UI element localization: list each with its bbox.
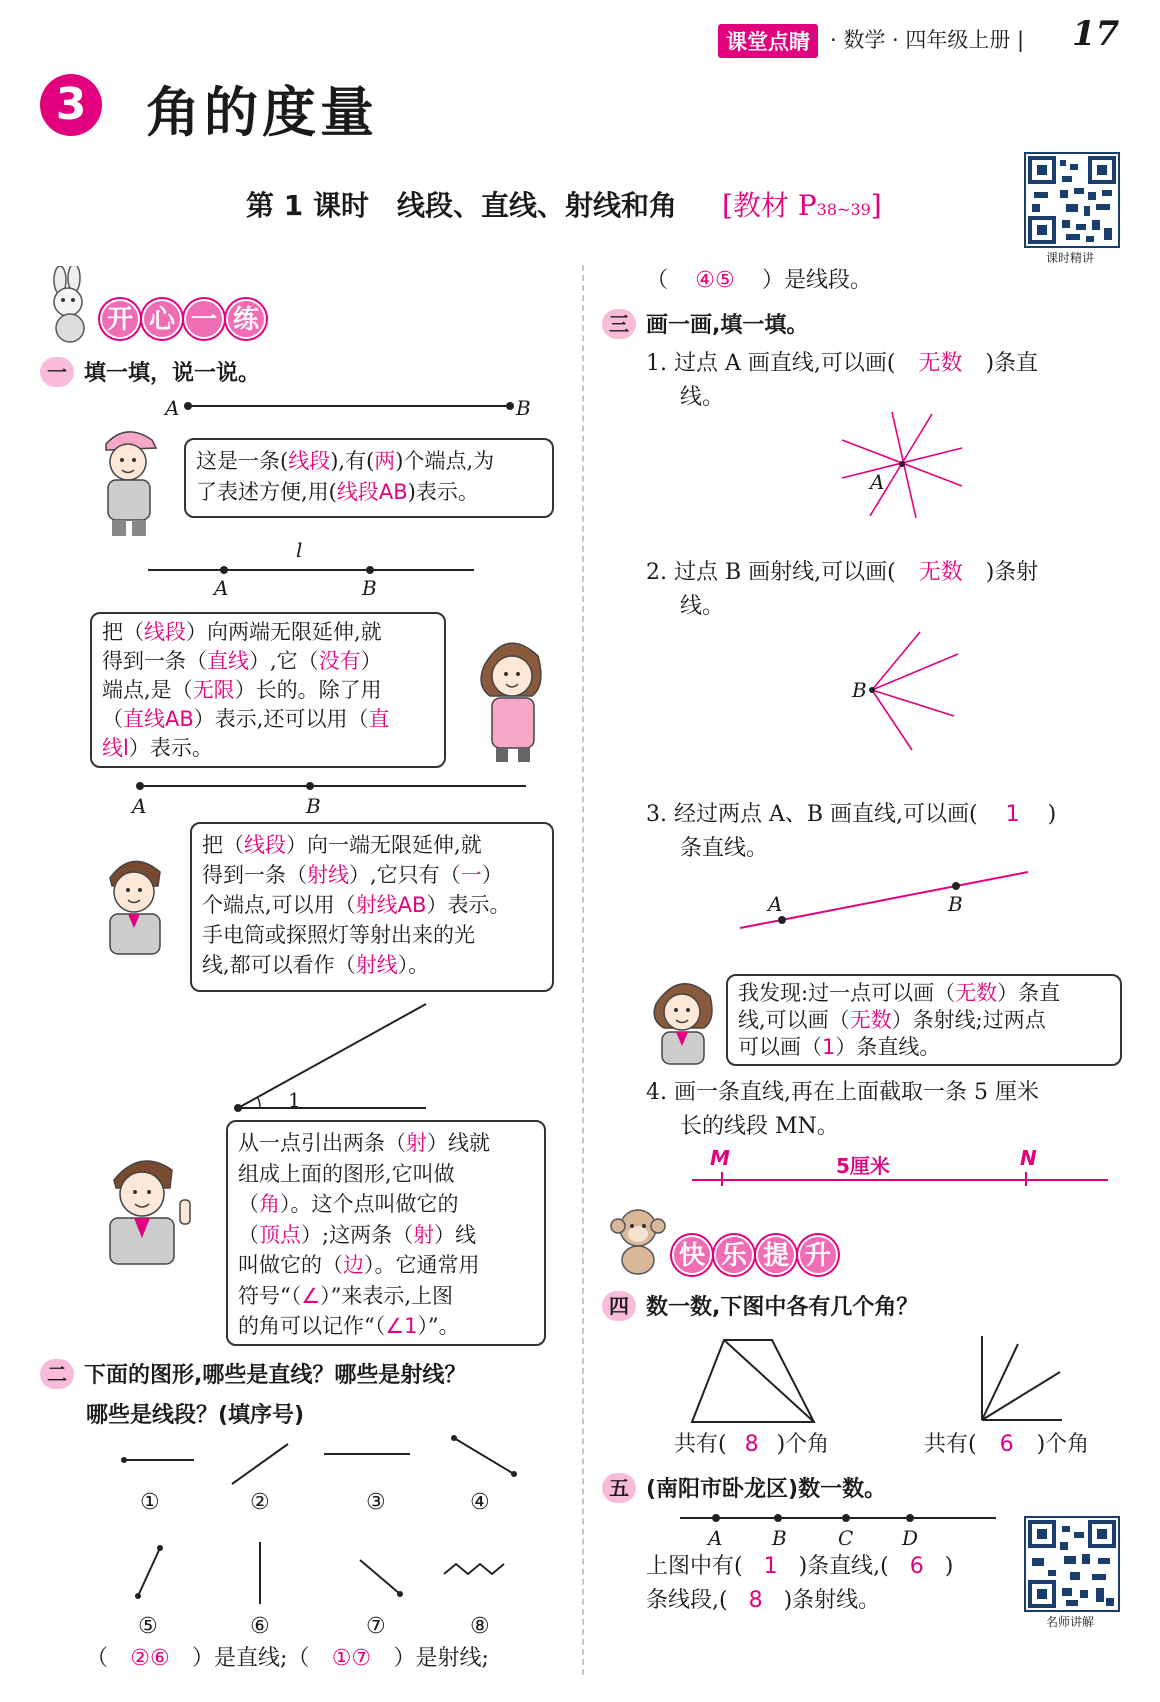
answer-segment: 线段: [288, 449, 331, 473]
practice-banner: [100, 296, 268, 342]
figure-number: ⑥: [250, 1614, 270, 1639]
question-badge: 四: [602, 1291, 636, 1321]
question-text: 数一数,下图中各有几个角？: [646, 1295, 919, 1320]
brand-tag: 课堂点睛: [718, 24, 818, 58]
question-4-heading: [602, 1290, 918, 1321]
question-text: 画一画,填一填。: [646, 313, 809, 338]
question-badge: 五: [602, 1473, 636, 1503]
page-number: 17: [1072, 14, 1120, 54]
boy-with-cap-illustration: [86, 418, 176, 538]
segment-figure: [160, 394, 540, 424]
question-text-line2: 哪些是线段？(填序号): [86, 1403, 305, 1428]
angle-figure: [230, 1000, 440, 1118]
point-label: B: [948, 892, 963, 916]
q2-figures: [110, 1430, 550, 1610]
question-2-heading: [40, 1358, 466, 1389]
lesson-title: 第 1 课时 线段、直线、射线和角: [246, 189, 677, 222]
q4-count-1: 共有( 8 )个角: [674, 1432, 830, 1457]
figure-number: ⑤: [138, 1614, 158, 1639]
banner-char: 乐: [714, 1235, 754, 1275]
figure-number: ③: [366, 1490, 386, 1515]
figure-number: ⑧: [470, 1614, 490, 1639]
point-label-m: M: [710, 1146, 730, 1170]
point-label: A: [768, 892, 783, 916]
q3-part2: 2. 过点 B 画射线,可以画( 无数 )条射 线。: [646, 560, 1039, 619]
point-label: C: [838, 1526, 854, 1550]
question-text: 下面的图形,哪些是直线？哪些是射线？: [84, 1363, 467, 1388]
line-figure: [148, 560, 478, 580]
banner-char: 快: [672, 1235, 712, 1275]
unit-number-badge: 3: [40, 74, 102, 136]
question-5-heading: [602, 1472, 886, 1503]
angle-label: 1: [288, 1088, 301, 1112]
question-1-heading: [40, 356, 260, 387]
answer-segments: ④⑤: [695, 268, 735, 293]
point-label: A: [132, 794, 147, 818]
q2-answer-segments: （ ④⑤ ）是线段。: [646, 264, 872, 298]
qr-pattern-icon: [1026, 1518, 1118, 1610]
speech-bubble-ray: 把（线段）向一端无限延伸,就 得到一条（射线）,它只有（一） 个端点,可以用（射线AB）表示。 手电筒或探照灯等射出来的光 线,都可以看作（射线）。: [190, 822, 554, 992]
point-label: A: [165, 396, 180, 420]
question-3-heading: [602, 308, 808, 339]
rays-angle-figure: [976, 1334, 1066, 1426]
length-label: 5厘米: [836, 1154, 890, 1178]
unit-title: 角的度量: [146, 81, 378, 144]
question-badge: 三: [602, 309, 636, 339]
boy-illustration: [88, 842, 184, 962]
qr-code-top[interactable]: [1024, 152, 1120, 248]
segment-mn-figure: [690, 1164, 1110, 1194]
header-subtitle: · 数学 · 四年级上册 |: [830, 28, 1025, 52]
qr-bottom-caption: 名师讲解: [1046, 1615, 1095, 1629]
figure-number: ④: [470, 1490, 490, 1515]
boy-pointing-illustration: [96, 1144, 206, 1270]
point-label: D: [902, 1526, 919, 1550]
banner-char: 升: [798, 1235, 838, 1275]
q2-answer-line-ray: （ ②⑥ ）是直线;（ ①⑦ ）是射线;: [86, 1642, 489, 1676]
point-label: A: [214, 576, 229, 600]
point-label: A: [870, 470, 885, 494]
question-text: (南阳市卧龙区)数一数。: [646, 1477, 887, 1502]
qr-top-caption: 课时精讲: [1046, 251, 1095, 265]
answer-lines: ②⑥: [130, 1646, 170, 1671]
trapezoid-figure: [688, 1336, 818, 1426]
answer-segment-ab: 线段AB: [336, 480, 408, 504]
lines-through-point-a: [836, 410, 968, 520]
q5-answers: 上图中有( 1 )条直线,( 6 ) 条线段,( 8 )条射线。: [646, 1554, 954, 1613]
q4-count-2: 共有( 6 )个角: [924, 1432, 1090, 1457]
q3-part4: 4. 画一条直线,再在上面截取一条 5 厘米 长的线段 MN。: [646, 1080, 1039, 1139]
figure-number: ⑦: [366, 1614, 386, 1639]
speech-bubble-angle: 从一点引出两条（射）线就 组成上面的图形,它叫做 （角）。这个点叫做它的 （顶点）;这两条（射）线 叫做它的（边）。它通常用 符号“（∠）”来表示,上图 的角可以记作“（∠1）”。: [226, 1120, 546, 1346]
figure-number: ②: [250, 1490, 270, 1515]
point-label: B: [772, 1526, 787, 1550]
banner-char: 练: [226, 299, 266, 339]
point-label: B: [362, 576, 377, 600]
question-badge: 二: [40, 1359, 74, 1389]
line-label-l: l: [296, 538, 303, 562]
discovery-bubble: 我发现:过一点可以画（无数）条直 线,可以画（无数）条射线;过两点 可以画（1）条直线。: [726, 974, 1122, 1066]
answer-rays: ①⑦: [331, 1646, 372, 1671]
ray-figure: [130, 776, 530, 796]
answer-two: 两: [374, 449, 396, 473]
point-label: A: [708, 1526, 723, 1550]
qr-pattern-icon: [1026, 154, 1118, 246]
girl-illustration: [466, 626, 556, 766]
point-label-n: N: [1020, 1146, 1037, 1170]
speech-bubble-line: 把（线段）向两端无限延伸,就 得到一条（直线）,它（没有） 端点,是（无限）长的。除了用 （直线AB）表示,还可以用（直 线l）表示。: [90, 612, 446, 768]
point-label: B: [306, 794, 321, 818]
question-text: 填一填，说一说。: [84, 361, 261, 386]
figure-number: ①: [140, 1490, 160, 1515]
lesson-reference: [教材 P38~39]: [722, 189, 882, 222]
q3-part3: 3. 经过两点 A、B 画直线,可以画( 1 ) 条直线。: [646, 802, 1057, 861]
girl-discovery-illustration: [644, 968, 722, 1068]
column-divider: [582, 265, 584, 1675]
rays-from-point-b: [866, 626, 966, 756]
q3-part1: 1. 过点 A 画直线,可以画( 无数 )条直 线。: [646, 351, 1039, 410]
banner-char: 开: [100, 299, 140, 339]
banner-char: 心: [142, 299, 182, 339]
rabbit-mascot-icon: [36, 266, 106, 346]
point-label: B: [852, 678, 867, 702]
banner-char: 一: [184, 299, 224, 339]
question-badge: 一: [40, 357, 74, 387]
point-label: B: [516, 396, 531, 420]
speech-bubble-segment: 这是一条(线段),有(两)个端点,为 了表述方便,用(线段AB)表示。: [184, 438, 554, 518]
monkey-mascot-icon: [604, 1204, 674, 1278]
banner-char: 提: [756, 1235, 796, 1275]
qr-code-bottom[interactable]: [1024, 1516, 1120, 1612]
improve-banner: [672, 1232, 840, 1278]
